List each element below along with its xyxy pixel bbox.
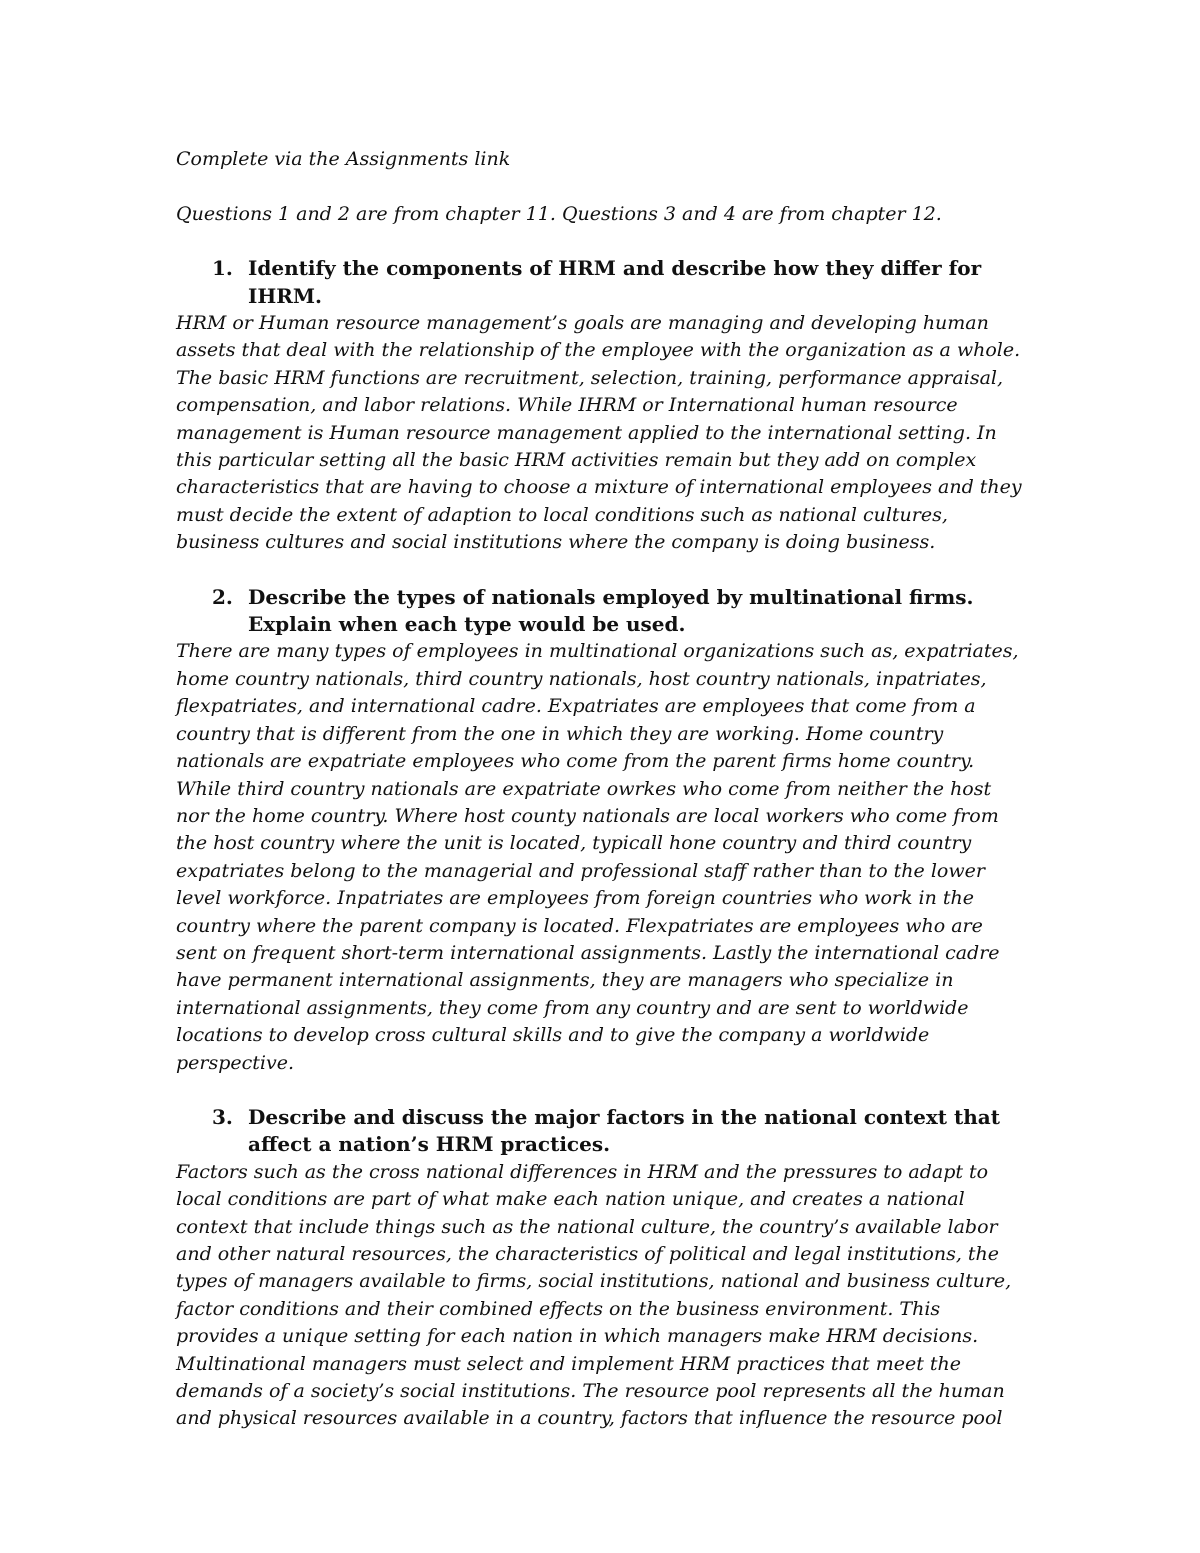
question-3 <box>176 1104 1026 1433</box>
answer-text: HRM or Human resource management’s goals are managing and developing human assets that deal with the relationship of the employee with the organization as a whole. The basic HRM functions are recruitment, selection, training, performance appraisal, compensation, and labor relations. While IHRM or International human resource management is Human resource management applied to the international setting. In this particular setting all the basic HRM activities remain but they add on complex characteristics that are having to choose a mixture of international employees and they must decide the extent of adaption to local conditions such as national cultures, business cultures and social institutions where the company is doing business. <box>176 312 1022 554</box>
answer-text: Factors such as the cross national differences in HRM and the pressures to adapt to local conditions are part of what make each nation unique, and creates a national context that include things such as the national culture, the country’s available labor and other natural resources, the characteristics of political and legal institutions, the types of managers available to firms, social institutions, national and business culture, factor conditions and their combined effects on the business environment. This provides a unique setting for each nation in which managers make HRM decisions. Multinational managers must select and implement HRM practices that meet the demands of a society’s social institutions. The resource pool represents all the human and physical resources available in a country, factors that influence the resource pool <box>176 1160 1012 1430</box>
question-number: 3. <box>212 1104 233 1129</box>
chapter-note: Questions 1 and 2 are from chapter 11. Questions 3 and 4 are from chapter 12. <box>176 202 942 225</box>
document-page <box>176 146 1026 1433</box>
question-heading <box>176 584 1026 639</box>
question-title: Identify the components of HRM and describe how they differ for IHRM. <box>248 256 982 308</box>
question-1 <box>176 255 1026 556</box>
question-heading <box>176 255 1026 310</box>
question-number: 1. <box>212 256 233 281</box>
intro-line: Complete via the Assignments link <box>176 148 511 170</box>
question-number: 2. <box>212 584 233 609</box>
question-title: Describe the types of nationals employed by multinational firms. Explain when each type would be used. <box>248 584 974 637</box>
answer-text: There are many types of employees in multinational organizations such as, expatriates, home country nationals, third country nationals, host country nationals, inpatriates, flexpatriates, and international cadre. Expatriates are employees that come from a country that is different from the one in which they are working. Home country nationals are expatriate employees who come from the parent firms home country. While third country nationals are expatriate owrkes who come from neither the host nor the home country. Where host county nationals are local workers who come from the host country where the unit is located, typicall hone country and third country expatriates belong to the managerial and professional staff rather than to the lower level workforce. Inpatriates are employees from foreign countries who work in the country where the parent company is located. Flexpatriates are employees who are sent on frequent short-term international assignments. Lastly the international cadre have permanent international assignments, they are managers who specialize in international assignments, they come from any country and are sent to worldwide locations to develop cross cultural skills and to give the company a worldwide perspective. <box>176 640 1019 1074</box>
question-title: Describe and discuss the major factors in the national context that affect a nation’s HRM practices. <box>248 1104 1000 1157</box>
question-heading <box>176 1104 1026 1159</box>
question-2 <box>176 584 1026 1077</box>
